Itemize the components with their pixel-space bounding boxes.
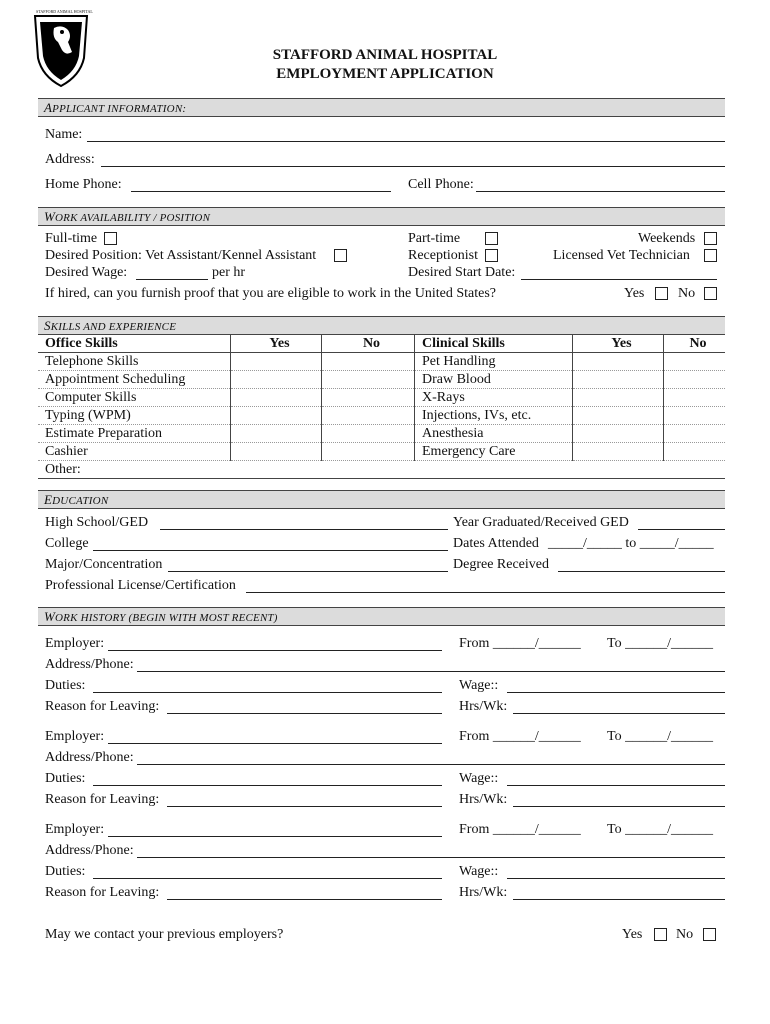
degree-field[interactable] (558, 571, 725, 572)
address-phone-field[interactable] (137, 764, 725, 765)
eligibility-question: If hired, can you furnish proof that you are eligible to work in the United States? (45, 286, 496, 301)
duties-label: Duties: (45, 771, 86, 786)
license-label: Professional License/Certification (45, 578, 236, 593)
vet-assistant-checkbox[interactable] (334, 249, 347, 262)
eligibility-yes-label: Yes (624, 286, 645, 301)
part-time-checkbox[interactable] (485, 232, 498, 245)
clinical-no-cell[interactable] (664, 371, 726, 389)
skill-row (38, 389, 725, 407)
clinical-no-cell[interactable] (664, 407, 726, 425)
office-no-cell[interactable] (322, 389, 415, 407)
year-graduated-field[interactable] (638, 529, 725, 530)
degree-label: Degree Received (453, 557, 549, 572)
hrs-label: Hrs/Wk: (459, 699, 508, 714)
office-yes-cell[interactable] (231, 443, 322, 461)
licensed-vet-tech-label: Licensed Vet Technician (553, 248, 690, 263)
office-skills-header: Office Skills (38, 335, 231, 353)
employer-label: Employer: (45, 636, 105, 651)
duties-field[interactable] (93, 878, 442, 879)
office-yes-cell[interactable] (231, 353, 322, 371)
clinical-skill: Anesthesia (415, 425, 573, 443)
major-label: Major/Concentration (45, 557, 163, 572)
eligibility-no-label: No (678, 286, 696, 301)
wage-field[interactable] (507, 692, 725, 693)
home-phone-label: Home Phone: (45, 177, 122, 192)
desired-wage-label: Desired Wage: (45, 265, 128, 280)
office-skill: Estimate Preparation (38, 425, 231, 443)
clinical-skill: Emergency Care (415, 443, 573, 461)
start-date-label: Desired Start Date: (408, 265, 516, 280)
hrs-field[interactable] (513, 713, 725, 714)
skill-row (38, 353, 725, 371)
office-no-cell[interactable] (322, 371, 415, 389)
wage-label: Wage:: (459, 771, 499, 786)
form-title-application: EMPLOYMENT APPLICATION (276, 66, 494, 82)
office-no-cell[interactable] (322, 353, 415, 371)
clinical-no-cell[interactable] (664, 353, 726, 371)
weekends-checkbox[interactable] (704, 232, 717, 245)
to-date-field[interactable]: To ______/______ (607, 729, 713, 744)
address-phone-label: Address/Phone: (45, 657, 134, 672)
hrs-field[interactable] (513, 899, 725, 900)
hrs-label: Hrs/Wk: (459, 792, 508, 807)
clinical-yes-cell[interactable] (573, 389, 664, 407)
contact-question: May we contact your previous employers? (45, 927, 284, 942)
from-date-field[interactable]: From ______/______ (459, 822, 581, 837)
section-education: EDUCATION (38, 490, 725, 509)
clinical-yes-cell[interactable] (573, 407, 664, 425)
cell-phone-label: Cell Phone: (408, 177, 474, 192)
duties-field[interactable] (93, 785, 442, 786)
license-field[interactable] (246, 592, 725, 593)
clinical-skill: Pet Handling (415, 353, 573, 371)
section-skills-experience: SKILLS AND EXPERIENCE (38, 316, 725, 335)
weekends-label: Weekends (638, 231, 696, 246)
section-work-availability: WORK AVAILABILITY / POSITION (38, 207, 725, 226)
dates-attended-field[interactable]: _____/_____ to _____/_____ (548, 536, 714, 551)
section-applicant-information: APPLICANT INFORMATION: (38, 98, 725, 117)
receptionist-label: Receptionist (408, 248, 478, 263)
receptionist-checkbox[interactable] (485, 249, 498, 262)
office-no-cell[interactable] (322, 443, 415, 461)
reason-label: Reason for Leaving: (45, 699, 160, 714)
duties-label: Duties: (45, 864, 86, 879)
cell-phone-field[interactable] (476, 191, 725, 192)
office-skill: Cashier (38, 443, 231, 461)
licensed-vet-tech-checkbox[interactable] (704, 249, 717, 262)
duties-label: Duties: (45, 678, 86, 693)
address-phone-label: Address/Phone: (45, 843, 134, 858)
office-yes-cell[interactable] (231, 425, 322, 443)
high-school-label: High School/GED (45, 515, 149, 530)
clinical-yes-cell[interactable] (573, 443, 664, 461)
logo-text: STAFFORD ANIMAL HOSPITAL (36, 9, 93, 14)
contact-yes-checkbox[interactable] (654, 928, 667, 941)
reason-label: Reason for Leaving: (45, 885, 160, 900)
office-yes-cell[interactable] (231, 389, 322, 407)
section-work-history: WORK HISTORY (BEGIN WITH MOST RECENT) (38, 607, 725, 626)
office-no-header: No (322, 335, 415, 353)
office-yes-cell[interactable] (231, 371, 322, 389)
address-field[interactable] (101, 166, 725, 167)
hrs-field[interactable] (513, 806, 725, 807)
contact-no-label: No (676, 927, 694, 942)
address-phone-field[interactable] (137, 671, 725, 672)
major-field[interactable] (168, 571, 448, 572)
from-date-field[interactable]: From ______/______ (459, 729, 581, 744)
wage-label: Wage:: (459, 864, 499, 879)
full-time-checkbox[interactable] (104, 232, 117, 245)
clinical-no-cell[interactable] (664, 443, 726, 461)
college-label: College (45, 536, 89, 551)
clinical-skills-header: Clinical Skills (415, 335, 573, 353)
home-phone-field[interactable] (131, 191, 391, 192)
dates-attended-label: Dates Attended (453, 536, 539, 551)
eligibility-no-checkbox[interactable] (704, 287, 717, 300)
desired-position-label: Desired Position: Vet Assistant/Kennel Assistant (45, 248, 317, 263)
office-yes-cell[interactable] (231, 407, 322, 425)
contact-no-checkbox[interactable] (703, 928, 716, 941)
office-yes-header: Yes (231, 335, 322, 353)
office-no-cell[interactable] (322, 425, 415, 443)
clinical-no-cell[interactable] (664, 389, 726, 407)
year-graduated-label: Year Graduated/Received GED (453, 515, 629, 530)
skill-row (38, 425, 725, 443)
other-skill[interactable]: Other: (38, 461, 725, 479)
skill-row-other (38, 461, 725, 479)
clinical-skill: Injections, IVs, etc. (415, 407, 573, 425)
from-date-field[interactable]: From ______/______ (459, 636, 581, 651)
part-time-label: Part-time (408, 231, 461, 246)
name-label: Name: (45, 127, 83, 142)
skill-row (38, 407, 725, 425)
form-title-hospital: STAFFORD ANIMAL HOSPITAL (272, 47, 498, 63)
wage-label: Wage:: (459, 678, 499, 693)
employer-label: Employer: (45, 822, 105, 837)
college-field[interactable] (93, 550, 448, 551)
wage-field[interactable] (507, 785, 725, 786)
employer-field[interactable] (108, 836, 442, 837)
reason-field[interactable] (167, 713, 442, 714)
employer-field[interactable] (108, 743, 442, 744)
high-school-field[interactable] (160, 529, 448, 530)
skill-row (38, 371, 725, 389)
hrs-label: Hrs/Wk: (459, 885, 508, 900)
address-phone-field[interactable] (137, 857, 725, 858)
address-phone-label: Address/Phone: (45, 750, 134, 765)
office-skill: Appointment Scheduling (38, 371, 231, 389)
clinical-yes-cell[interactable] (573, 425, 664, 443)
name-field[interactable] (87, 141, 725, 142)
clinical-no-cell[interactable] (664, 425, 726, 443)
office-skill: Telephone Skills (38, 353, 231, 371)
contact-yes-label: Yes (622, 927, 643, 942)
clinical-skill: Draw Blood (415, 371, 573, 389)
skills-table (38, 335, 725, 479)
to-date-field[interactable]: To ______/______ (607, 822, 713, 837)
start-date-field[interactable] (521, 279, 717, 280)
full-time-label: Full-time (45, 231, 98, 246)
office-skill: Computer Skills (38, 389, 231, 407)
clinical-yes-cell[interactable] (573, 353, 664, 371)
office-skill: Typing (WPM) (38, 407, 231, 425)
address-label: Address: (45, 152, 95, 167)
employer-label: Employer: (45, 729, 105, 744)
to-date-field[interactable]: To ______/______ (607, 636, 713, 651)
wage-field[interactable] (507, 878, 725, 879)
skill-row (38, 443, 725, 461)
reason-label: Reason for Leaving: (45, 792, 160, 807)
clinical-no-header: No (664, 335, 726, 353)
clinical-yes-header: Yes (573, 335, 664, 353)
duties-field[interactable] (93, 692, 442, 693)
reason-field[interactable] (167, 899, 442, 900)
employer-field[interactable] (108, 650, 442, 651)
desired-wage-field[interactable] (136, 279, 208, 280)
clinical-skill: X-Rays (415, 389, 573, 407)
eligibility-yes-checkbox[interactable] (655, 287, 668, 300)
clinical-yes-cell[interactable] (573, 371, 664, 389)
office-no-cell[interactable] (322, 407, 415, 425)
reason-field[interactable] (167, 806, 442, 807)
per-hr-label: per hr (212, 265, 246, 280)
